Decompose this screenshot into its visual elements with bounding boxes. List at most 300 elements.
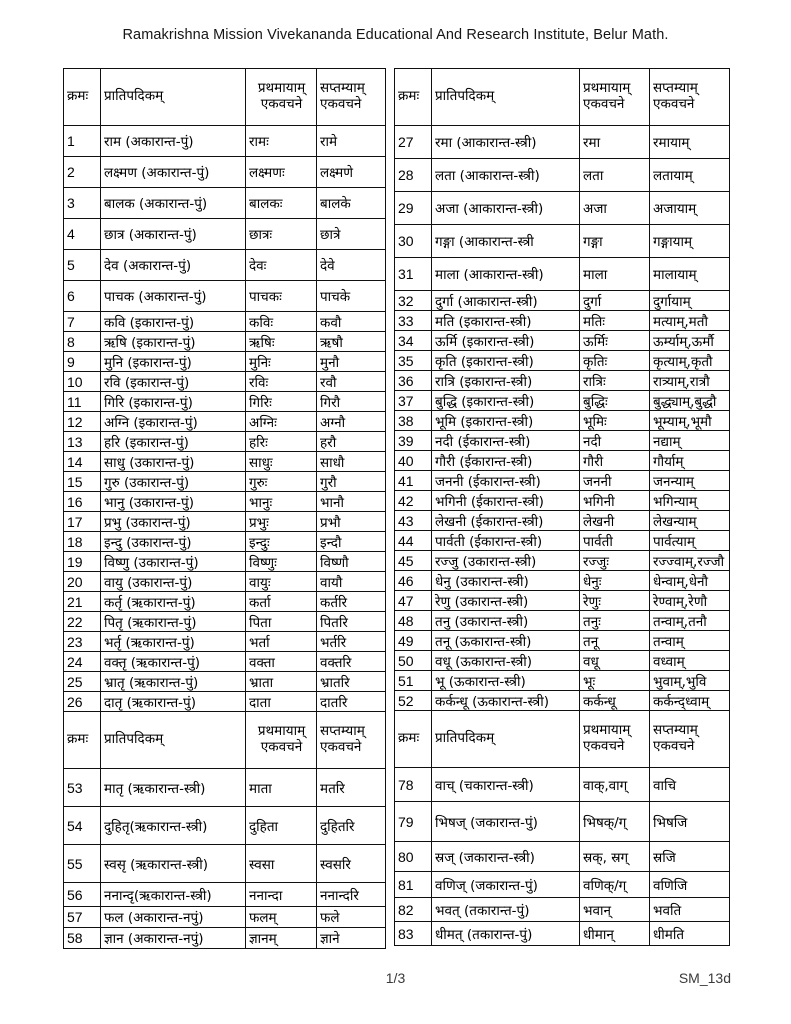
column-header-nominative: प्रथमायाम् एकवचने bbox=[580, 711, 650, 768]
row-number-cell: 20 bbox=[64, 572, 101, 592]
nominative-singular-cell: दुहिता bbox=[246, 807, 317, 845]
table-row bbox=[395, 371, 730, 391]
column-header-nominative: प्रथमायाम् एकवचने bbox=[246, 69, 317, 126]
table-row bbox=[395, 591, 730, 611]
stem-cell: वाच् (चकारान्त-स्त्री) bbox=[432, 768, 580, 802]
table-row bbox=[64, 312, 386, 332]
tables-container bbox=[63, 68, 730, 949]
column-header-nominative: प्रथमायाम् एकवचने bbox=[246, 712, 317, 769]
stem-cell: ननान्दृ(ऋकारान्त-स्त्री) bbox=[101, 883, 246, 907]
locative-singular-cell: रज्ज्वाम्,रज्जौ bbox=[650, 551, 730, 571]
table-row bbox=[395, 768, 730, 802]
table-header-row bbox=[395, 69, 730, 126]
nominative-singular-cell: ननान्दा bbox=[246, 883, 317, 907]
row-number-cell: 15 bbox=[64, 472, 101, 492]
row-number-cell: 36 bbox=[395, 371, 432, 391]
stem-cell: वक्तृ (ऋकारान्त-पुं) bbox=[101, 652, 246, 672]
table-row bbox=[64, 432, 386, 452]
stem-cell: गुरु (उकारान्त-पुं) bbox=[101, 472, 246, 492]
stem-cell: तनू (ऊकारान्त-स्त्री) bbox=[432, 631, 580, 651]
stem-cell: मुनि (इकारान्त-पुं) bbox=[101, 352, 246, 372]
stem-cell: इन्दु (उकारान्त-पुं) bbox=[101, 532, 246, 552]
locative-singular-cell: भर्तरि bbox=[317, 632, 386, 652]
nominative-singular-cell: लक्ष्मणः bbox=[246, 157, 317, 188]
table-row bbox=[64, 632, 386, 652]
stem-cell: धेनु (उकारान्त-स्त्री) bbox=[432, 571, 580, 591]
locative-singular-cell: स्वसरि bbox=[317, 845, 386, 883]
row-number-cell: 45 bbox=[395, 551, 432, 571]
nominative-singular-cell: दाता bbox=[246, 692, 317, 712]
stem-cell: पार्वती (ईकारान्त-स्त्री) bbox=[432, 531, 580, 551]
row-number-cell: 43 bbox=[395, 511, 432, 531]
locative-singular-cell: कर्कन्द्ध्वाम् bbox=[650, 691, 730, 711]
stem-cell: स्रज् (जकारान्त-स्त्री) bbox=[432, 842, 580, 872]
declension-table-left bbox=[63, 68, 386, 949]
table-row bbox=[395, 391, 730, 411]
column-header-serial: क्रमः bbox=[64, 69, 101, 126]
stem-cell: भगिनी (ईकारान्त-स्त्री) bbox=[432, 491, 580, 511]
locative-singular-cell: दुर्गायाम् bbox=[650, 291, 730, 311]
table-row bbox=[395, 631, 730, 651]
table-row bbox=[395, 431, 730, 451]
column-header-serial: क्रमः bbox=[395, 69, 432, 126]
stem-cell: भूमि (इकारान्त-स्त्री) bbox=[432, 411, 580, 431]
table-row bbox=[64, 592, 386, 612]
column-header-locative: सप्तम्याम् एकवचने bbox=[317, 712, 386, 769]
row-number-cell: 79 bbox=[395, 802, 432, 842]
nominative-singular-cell: माला bbox=[580, 258, 650, 291]
table-row bbox=[395, 691, 730, 711]
table-row bbox=[64, 532, 386, 552]
locative-singular-cell: लेखन्याम् bbox=[650, 511, 730, 531]
table-row bbox=[395, 551, 730, 571]
nominative-singular-cell: लेखनी bbox=[580, 511, 650, 531]
locative-singular-cell: ऊर्म्याम्,ऊर्मौ bbox=[650, 331, 730, 351]
stem-cell: पाचक (अकारान्त-पुं) bbox=[101, 281, 246, 312]
nominative-singular-cell: मतिः bbox=[580, 311, 650, 331]
locative-singular-cell: ऋषौ bbox=[317, 332, 386, 352]
stem-cell: मति (इकारान्त-स्त्री) bbox=[432, 311, 580, 331]
stem-cell: राम (अकारान्त-पुं) bbox=[101, 126, 246, 157]
nominative-singular-cell: रमा bbox=[580, 126, 650, 159]
locative-singular-cell: धेन्वाम्,धेनौ bbox=[650, 571, 730, 591]
nominative-singular-cell: तनुः bbox=[580, 611, 650, 631]
nominative-singular-cell: दुर्गा bbox=[580, 291, 650, 311]
stem-cell: बालक (अकारान्त-पुं) bbox=[101, 188, 246, 219]
stem-cell: तनु (उकारान्त-स्त्री) bbox=[432, 611, 580, 631]
nominative-singular-cell: पाचकः bbox=[246, 281, 317, 312]
table-header-row bbox=[64, 712, 386, 769]
row-number-cell: 29 bbox=[395, 192, 432, 225]
row-number-cell: 23 bbox=[64, 632, 101, 652]
table-row bbox=[395, 411, 730, 431]
stem-cell: गङ्गा (आकारान्त-स्त्री bbox=[432, 225, 580, 258]
stem-cell: गौरी (ईकारान्त-स्त्री) bbox=[432, 451, 580, 471]
table-row bbox=[64, 219, 386, 250]
row-number-cell: 57 bbox=[64, 907, 101, 928]
row-number-cell: 31 bbox=[395, 258, 432, 291]
locative-singular-cell: गुरौ bbox=[317, 472, 386, 492]
document-code: SM_13d bbox=[678, 970, 731, 986]
column-header-stem: प्रातिपदिकम् bbox=[101, 69, 246, 126]
nominative-singular-cell: इन्दुः bbox=[246, 532, 317, 552]
locative-singular-cell: गिरौ bbox=[317, 392, 386, 412]
table-row bbox=[395, 451, 730, 471]
table-body-rows-1-26 bbox=[64, 126, 386, 712]
row-number-cell: 37 bbox=[395, 391, 432, 411]
row-number-cell: 11 bbox=[64, 392, 101, 412]
stem-cell: मातृ (ऋकारान्त-स्त्री) bbox=[101, 769, 246, 807]
stem-cell: कवि (इकारान्त-पुं) bbox=[101, 312, 246, 332]
table-row bbox=[395, 192, 730, 225]
nominative-singular-cell: साधुः bbox=[246, 452, 317, 472]
stem-cell: भवत् (तकारान्त-पुं) bbox=[432, 898, 580, 922]
locative-singular-cell: कर्तरि bbox=[317, 592, 386, 612]
stem-cell: लक्ष्मण (अकारान्त-पुं) bbox=[101, 157, 246, 188]
nominative-singular-cell: माता bbox=[246, 769, 317, 807]
table-row bbox=[64, 281, 386, 312]
table-row bbox=[64, 612, 386, 632]
table-row bbox=[64, 652, 386, 672]
locative-singular-cell: गङ्गायाम् bbox=[650, 225, 730, 258]
nominative-singular-cell: रेणुः bbox=[580, 591, 650, 611]
table-header-row bbox=[64, 69, 386, 126]
row-number-cell: 16 bbox=[64, 492, 101, 512]
row-number-cell: 10 bbox=[64, 372, 101, 392]
table-row bbox=[395, 351, 730, 371]
nominative-singular-cell: पार्वती bbox=[580, 531, 650, 551]
locative-singular-cell: वणिजि bbox=[650, 872, 730, 898]
stem-cell: प्रभु (उकारान्त-पुं) bbox=[101, 512, 246, 532]
table-row bbox=[395, 842, 730, 872]
locative-singular-cell: अग्नौ bbox=[317, 412, 386, 432]
locative-singular-cell: भ्रातरि bbox=[317, 672, 386, 692]
locative-singular-cell: हरौ bbox=[317, 432, 386, 452]
table-row bbox=[64, 492, 386, 512]
table-row bbox=[64, 692, 386, 712]
locative-singular-cell: भगिन्याम् bbox=[650, 491, 730, 511]
stem-cell: भर्तृ (ऋकारान्त-पुं) bbox=[101, 632, 246, 652]
stem-cell: माला (आकारान्त-स्त्री) bbox=[432, 258, 580, 291]
row-number-cell: 28 bbox=[395, 159, 432, 192]
declension-table-right bbox=[394, 68, 730, 946]
row-number-cell: 8 bbox=[64, 332, 101, 352]
table-row bbox=[64, 392, 386, 412]
nominative-singular-cell: फलम् bbox=[246, 907, 317, 928]
locative-singular-cell: भानौ bbox=[317, 492, 386, 512]
table-row bbox=[64, 472, 386, 492]
locative-singular-cell: मालायाम् bbox=[650, 258, 730, 291]
nominative-singular-cell: रज्जुः bbox=[580, 551, 650, 571]
locative-singular-cell: भुवाम्,भुवि bbox=[650, 671, 730, 691]
stem-cell: लता (आकारान्त-स्त्री) bbox=[432, 159, 580, 192]
stem-cell: ऊर्मि (इकारान्त-स्त्री) bbox=[432, 331, 580, 351]
nominative-singular-cell: वाक्,वाग् bbox=[580, 768, 650, 802]
stem-cell: ज्ञान (अकारान्त-नपुं) bbox=[101, 928, 246, 949]
locative-singular-cell: मुनौ bbox=[317, 352, 386, 372]
table-row bbox=[64, 512, 386, 532]
locative-singular-cell: रमायाम् bbox=[650, 126, 730, 159]
row-number-cell: 2 bbox=[64, 157, 101, 188]
stem-cell: वधू (ऊकारान्त-स्त्री) bbox=[432, 651, 580, 671]
row-number-cell: 26 bbox=[64, 692, 101, 712]
locative-singular-cell: रवौ bbox=[317, 372, 386, 392]
stem-cell: रेणु (उकारान्त-स्त्री) bbox=[432, 591, 580, 611]
nominative-singular-cell: ज्ञानम् bbox=[246, 928, 317, 949]
locative-singular-cell: भिषजि bbox=[650, 802, 730, 842]
row-number-cell: 13 bbox=[64, 432, 101, 452]
table-row bbox=[64, 672, 386, 692]
table-row bbox=[395, 531, 730, 551]
stem-cell: रमा (आकारान्त-स्त्री) bbox=[432, 126, 580, 159]
nominative-singular-cell: पिता bbox=[246, 612, 317, 632]
nominative-singular-cell: अजा bbox=[580, 192, 650, 225]
stem-cell: दुहितृ(ऋकारान्त-स्त्री) bbox=[101, 807, 246, 845]
row-number-cell: 12 bbox=[64, 412, 101, 432]
locative-singular-cell: पाचके bbox=[317, 281, 386, 312]
stem-cell: भ्रातृ (ऋकारान्त-पुं) bbox=[101, 672, 246, 692]
table-body-rows-53-58 bbox=[64, 769, 386, 949]
locative-singular-cell: कृत्याम्,कृतौ bbox=[650, 351, 730, 371]
locative-singular-cell: ज्ञाने bbox=[317, 928, 386, 949]
row-number-cell: 41 bbox=[395, 471, 432, 491]
locative-singular-cell: भूम्याम्,भूमौ bbox=[650, 411, 730, 431]
table-row bbox=[64, 907, 386, 928]
nominative-singular-cell: गङ्गा bbox=[580, 225, 650, 258]
nominative-singular-cell: बुद्धिः bbox=[580, 391, 650, 411]
locative-singular-cell: पार्वत्याम् bbox=[650, 531, 730, 551]
nominative-singular-cell: लता bbox=[580, 159, 650, 192]
stem-cell: रज्जु (उकारान्त-स्त्री) bbox=[432, 551, 580, 571]
nominative-singular-cell: स्वसा bbox=[246, 845, 317, 883]
row-number-cell: 32 bbox=[395, 291, 432, 311]
row-number-cell: 21 bbox=[64, 592, 101, 612]
locative-singular-cell: फले bbox=[317, 907, 386, 928]
table-row bbox=[395, 671, 730, 691]
locative-singular-cell: जनन्याम् bbox=[650, 471, 730, 491]
stem-cell: रवि (इकारान्त-पुं) bbox=[101, 372, 246, 392]
locative-singular-cell: रात्र्याम्,रात्रौ bbox=[650, 371, 730, 391]
nominative-singular-cell: वक्ता bbox=[246, 652, 317, 672]
row-number-cell: 4 bbox=[64, 219, 101, 250]
table-row bbox=[395, 491, 730, 511]
locative-singular-cell: लक्ष्मणे bbox=[317, 157, 386, 188]
nominative-singular-cell: तनू bbox=[580, 631, 650, 651]
stem-cell: लेखनी (ईकारान्त-स्त्री) bbox=[432, 511, 580, 531]
row-number-cell: 81 bbox=[395, 872, 432, 898]
nominative-singular-cell: गिरिः bbox=[246, 392, 317, 412]
nominative-singular-cell: अग्निः bbox=[246, 412, 317, 432]
table-row bbox=[395, 471, 730, 491]
locative-singular-cell: कवौ bbox=[317, 312, 386, 332]
table-row bbox=[395, 126, 730, 159]
locative-singular-cell: दुहितरि bbox=[317, 807, 386, 845]
stem-cell: पितृ (ऋकारान्त-पुं) bbox=[101, 612, 246, 632]
table-row bbox=[64, 126, 386, 157]
nominative-singular-cell: कविः bbox=[246, 312, 317, 332]
nominative-singular-cell: विष्णुः bbox=[246, 552, 317, 572]
table-row bbox=[64, 372, 386, 392]
column-header-serial: क्रमः bbox=[64, 712, 101, 769]
nominative-singular-cell: कृतिः bbox=[580, 351, 650, 371]
row-number-cell: 5 bbox=[64, 250, 101, 281]
row-number-cell: 42 bbox=[395, 491, 432, 511]
locative-singular-cell: वायौ bbox=[317, 572, 386, 592]
nominative-singular-cell: धीमान् bbox=[580, 922, 650, 946]
row-number-cell: 19 bbox=[64, 552, 101, 572]
stem-cell: जननी (ईकारान्त-स्त्री) bbox=[432, 471, 580, 491]
table-row bbox=[395, 291, 730, 311]
table-body-rows-27-52 bbox=[395, 126, 730, 711]
nominative-singular-cell: प्रभुः bbox=[246, 512, 317, 532]
stem-cell: दातृ (ऋकारान्त-पुं) bbox=[101, 692, 246, 712]
table-row bbox=[64, 807, 386, 845]
locative-singular-cell: वक्तरि bbox=[317, 652, 386, 672]
locative-singular-cell: नद्याम् bbox=[650, 431, 730, 451]
locative-singular-cell: गौर्याम् bbox=[650, 451, 730, 471]
table-body-rows-78-83 bbox=[395, 768, 730, 946]
nominative-singular-cell: गौरी bbox=[580, 451, 650, 471]
nominative-singular-cell: भूः bbox=[580, 671, 650, 691]
row-number-cell: 40 bbox=[395, 451, 432, 471]
row-number-cell: 44 bbox=[395, 531, 432, 551]
table-row bbox=[64, 769, 386, 807]
table-row bbox=[64, 928, 386, 949]
locative-singular-cell: बालके bbox=[317, 188, 386, 219]
table-row bbox=[64, 188, 386, 219]
table-row bbox=[395, 511, 730, 531]
nominative-singular-cell: ऊर्मिः bbox=[580, 331, 650, 351]
table-row bbox=[64, 572, 386, 592]
locative-singular-cell: तन्वाम् bbox=[650, 631, 730, 651]
table-row bbox=[395, 258, 730, 291]
row-number-cell: 3 bbox=[64, 188, 101, 219]
table-row bbox=[395, 611, 730, 631]
nominative-singular-cell: रात्रिः bbox=[580, 371, 650, 391]
row-number-cell: 78 bbox=[395, 768, 432, 802]
row-number-cell: 25 bbox=[64, 672, 101, 692]
row-number-cell: 18 bbox=[64, 532, 101, 552]
stem-cell: कर्कन्धू (ऊकारान्त-स्त्री) bbox=[432, 691, 580, 711]
nominative-singular-cell: धेनुः bbox=[580, 571, 650, 591]
nominative-singular-cell: छात्रः bbox=[246, 219, 317, 250]
row-number-cell: 48 bbox=[395, 611, 432, 631]
nominative-singular-cell: रामः bbox=[246, 126, 317, 157]
row-number-cell: 22 bbox=[64, 612, 101, 632]
row-number-cell: 55 bbox=[64, 845, 101, 883]
table-row bbox=[395, 922, 730, 946]
stem-cell: साधु (उकारान्त-पुं) bbox=[101, 452, 246, 472]
stem-cell: दुर्गा (आकारान्त-स्त्री) bbox=[432, 291, 580, 311]
column-header-nominative: प्रथमायाम् एकवचने bbox=[580, 69, 650, 126]
nominative-singular-cell: वायुः bbox=[246, 572, 317, 592]
row-number-cell: 49 bbox=[395, 631, 432, 651]
stem-cell: वायु (उकारान्त-पुं) bbox=[101, 572, 246, 592]
locative-singular-cell: वध्वाम् bbox=[650, 651, 730, 671]
stem-cell: कर्तृ (ऋकारान्त-पुं) bbox=[101, 592, 246, 612]
locative-singular-cell: रेण्वाम्,रेणौ bbox=[650, 591, 730, 611]
table-row bbox=[64, 552, 386, 572]
locative-singular-cell: प्रभौ bbox=[317, 512, 386, 532]
locative-singular-cell: मतरि bbox=[317, 769, 386, 807]
row-number-cell: 7 bbox=[64, 312, 101, 332]
locative-singular-cell: देवे bbox=[317, 250, 386, 281]
nominative-singular-cell: भ्राता bbox=[246, 672, 317, 692]
stem-cell: छात्र (अकारान्त-पुं) bbox=[101, 219, 246, 250]
nominative-singular-cell: भानुः bbox=[246, 492, 317, 512]
table-row bbox=[395, 872, 730, 898]
table-row bbox=[64, 883, 386, 907]
stem-cell: देव (अकारान्त-पुं) bbox=[101, 250, 246, 281]
nominative-singular-cell: भवान् bbox=[580, 898, 650, 922]
row-number-cell: 51 bbox=[395, 671, 432, 691]
table-row bbox=[64, 352, 386, 372]
row-number-cell: 82 bbox=[395, 898, 432, 922]
stem-cell: विष्णु (उकारान्त-पुं) bbox=[101, 552, 246, 572]
nominative-singular-cell: कर्कन्धू bbox=[580, 691, 650, 711]
locative-singular-cell: अजायाम् bbox=[650, 192, 730, 225]
nominative-singular-cell: नदी bbox=[580, 431, 650, 451]
column-header-stem: प्रातिपदिकम् bbox=[101, 712, 246, 769]
table-row bbox=[395, 898, 730, 922]
locative-singular-cell: स्रजि bbox=[650, 842, 730, 872]
locative-singular-cell: वाचि bbox=[650, 768, 730, 802]
nominative-singular-cell: जननी bbox=[580, 471, 650, 491]
locative-singular-cell: तन्वाम्,तनौ bbox=[650, 611, 730, 631]
stem-cell: भानु (उकारान्त-पुं) bbox=[101, 492, 246, 512]
nominative-singular-cell: वणिक्/ग् bbox=[580, 872, 650, 898]
locative-singular-cell: मत्याम्,मतौ bbox=[650, 311, 730, 331]
row-number-cell: 38 bbox=[395, 411, 432, 431]
stem-cell: भू (ऊकारान्त-स्त्री) bbox=[432, 671, 580, 691]
locative-singular-cell: ननान्दरि bbox=[317, 883, 386, 907]
column-header-stem: प्रातिपदिकम् bbox=[432, 69, 580, 126]
locative-singular-cell: विष्णौ bbox=[317, 552, 386, 572]
row-number-cell: 58 bbox=[64, 928, 101, 949]
nominative-singular-cell: कर्ता bbox=[246, 592, 317, 612]
locative-singular-cell: लतायाम् bbox=[650, 159, 730, 192]
row-number-cell: 46 bbox=[395, 571, 432, 591]
column-header-locative: सप्तम्याम् एकवचने bbox=[650, 711, 730, 768]
stem-cell: स्वसृ (ऋकारान्त-स्त्री) bbox=[101, 845, 246, 883]
locative-singular-cell: इन्दौ bbox=[317, 532, 386, 552]
stem-cell: गिरि (इकारान्त-पुं) bbox=[101, 392, 246, 412]
row-number-cell: 83 bbox=[395, 922, 432, 946]
row-number-cell: 9 bbox=[64, 352, 101, 372]
row-number-cell: 54 bbox=[64, 807, 101, 845]
locative-singular-cell: भवति bbox=[650, 898, 730, 922]
nominative-singular-cell: वधू bbox=[580, 651, 650, 671]
locative-singular-cell: बुद्ध्याम्,बुद्धौ bbox=[650, 391, 730, 411]
stem-cell: अग्नि (इकारान्त-पुं) bbox=[101, 412, 246, 432]
table-row bbox=[395, 331, 730, 351]
locative-singular-cell: रामे bbox=[317, 126, 386, 157]
locative-singular-cell: दातरि bbox=[317, 692, 386, 712]
table-row bbox=[395, 651, 730, 671]
locative-singular-cell: धीमति bbox=[650, 922, 730, 946]
row-number-cell: 35 bbox=[395, 351, 432, 371]
table-row bbox=[64, 157, 386, 188]
row-number-cell: 34 bbox=[395, 331, 432, 351]
page-number: 1/3 bbox=[385, 970, 406, 986]
nominative-singular-cell: मुनिः bbox=[246, 352, 317, 372]
stem-cell: नदी (ईकारान्त-स्त्री) bbox=[432, 431, 580, 451]
row-number-cell: 1 bbox=[64, 126, 101, 157]
table-row bbox=[395, 571, 730, 591]
locative-singular-cell: पितरि bbox=[317, 612, 386, 632]
row-number-cell: 50 bbox=[395, 651, 432, 671]
table-row bbox=[64, 452, 386, 472]
